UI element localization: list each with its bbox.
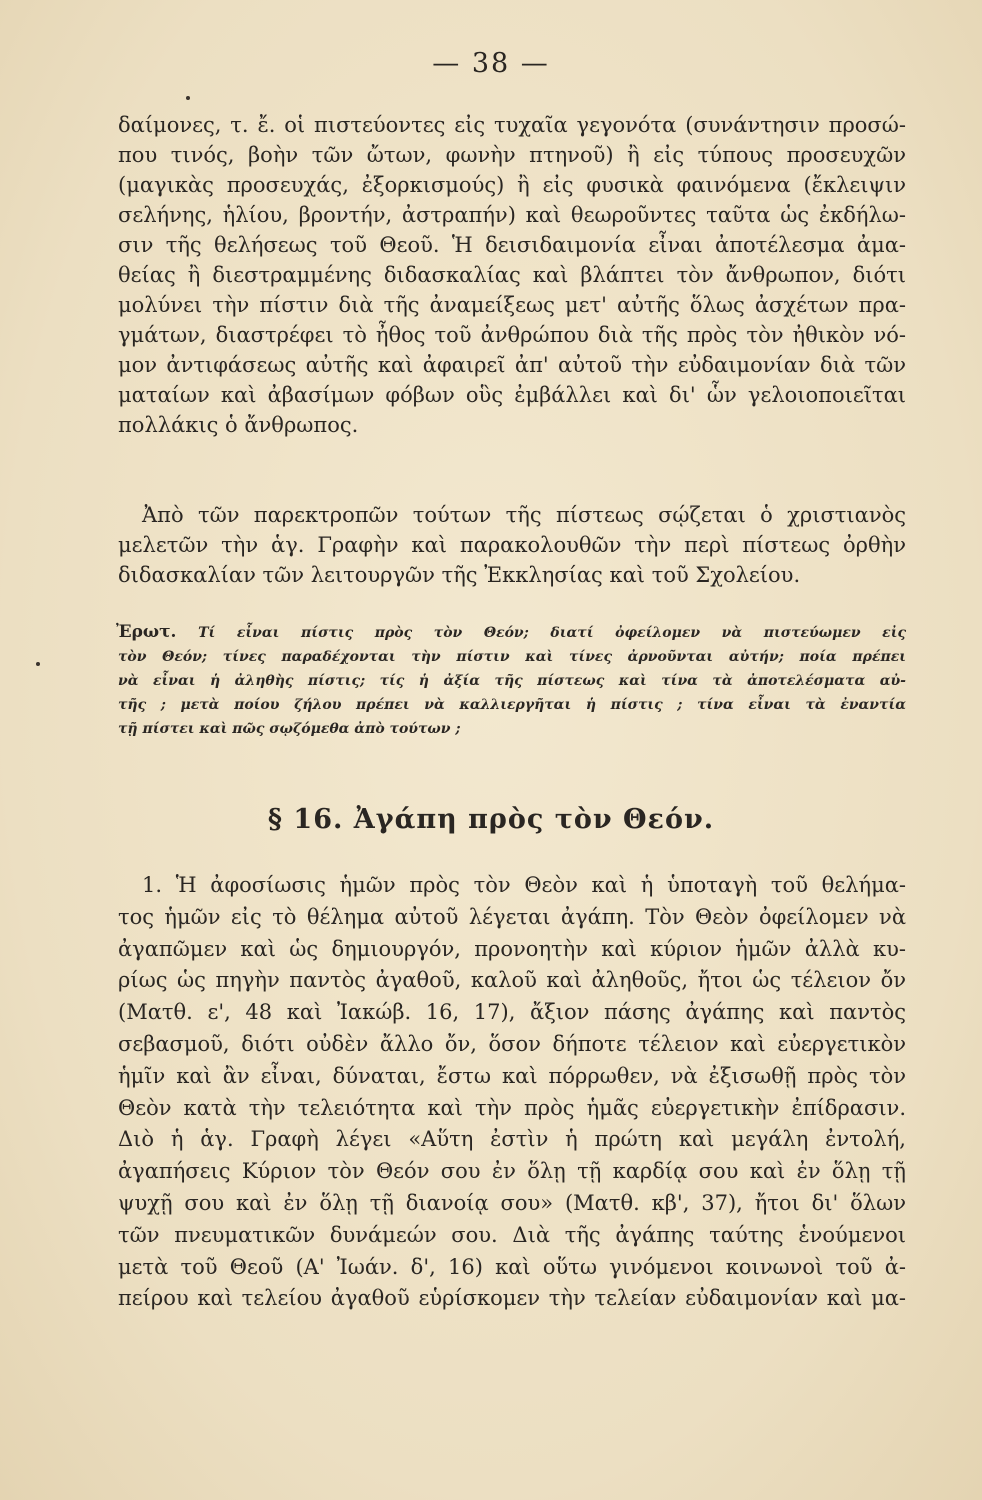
text-line: σελήνης, ἡλίου, βροντήν, ἀστραπήν) καὶ θεωροῦντες ταῦτα ὡς ἐκδήλω- (118, 203, 906, 227)
text-line: πείρου καὶ τελείου ἀγαθοῦ εὑρίσκομεν τὴν τελείαν εὐδαιμονίαν καὶ μα- (118, 1286, 906, 1311)
text-line: δαίμονες, τ. ἔ. οἱ πιστεύοντες εἰς τυχαῖα γεγονότα (συνάντησιν προσώ- (118, 113, 906, 137)
text-line: μετὰ τοῦ Θεοῦ (Α' Ἰωάν. δ', 16) καὶ οὕτω γινόμενοι κοινωνοὶ τοῦ ἀ- (118, 1254, 906, 1279)
text-line: Θεὸν κατὰ τὴν τελειότητα καὶ τὴν πρὸς ἡμᾶς εὐεργετικὴν ἐπίδρασιν. (118, 1095, 906, 1120)
text-line: ρίως ὡς πηγὴν παντὸς ἀγαθοῦ, καλοῦ καὶ ἀληθοῦς, ἤτοι ὡς τέλειον ὄν (118, 968, 906, 993)
text-line: ψυχῇ σου καὶ ἐν ὅλῃ τῇ διανοίᾳ σου» (Ματθ. κβ', 37), ἤτοι δι' ὅλων (118, 1190, 906, 1215)
text-line: τῶν πνευματικῶν δυνάμεών σου. Διὰ τῆς ἀγάπης ταύτης ἑνούμενοι (118, 1222, 906, 1247)
text-line: πολλάκις ὁ ἄνθρωπος. (118, 413, 359, 437)
section-heading: § 16. Ἀγάπη πρὸς τὸν Θεόν. (267, 804, 715, 835)
text-line: (Ματθ. ε', 48 καὶ Ἰακώβ. 16, 17), ἄξιον πάσης ἀγάπης καὶ παντὸς (118, 1000, 906, 1025)
text-line: ματαίων καὶ ἀβασίμων φόβων οὓς ἐμβάλλει καὶ δι' ὧν γελοιοποιεῖται (118, 383, 906, 407)
paragraph-superstition (118, 110, 906, 440)
page-number: — 38 — (432, 48, 550, 79)
questions-label: Ἐρωτ. (116, 622, 177, 642)
paragraph-love-of-god (118, 870, 906, 1315)
text-line: θείας ἢ διεστραμμένης διδασκαλίας καὶ βλάπτει τὸν ἄνθρωπον, διότι (118, 263, 906, 287)
question-line: τὸν Θεόν; τίνες παραδέχονται τὴν πίστιν καὶ τίνες ἀρνοῦνται αὐτήν; ποία πρέπει (118, 649, 906, 665)
text-line: διδασκαλίαν τῶν λειτουργῶν τῆς Ἐκκλησίας καὶ τοῦ Σχολείου. (118, 563, 801, 587)
text-line: (μαγικὰς προσευχάς, ἐξορκισμούς) ἢ εἰς φυσικὰ φαινόμενα (ἔκλειψιν (118, 173, 906, 197)
text-line: σιν τῆς θελήσεως τοῦ Θεοῦ. Ἡ δεισιδαιμονία εἶναι ἀποτέλεσμα ἀμα- (118, 233, 906, 257)
text-line: γμάτων, διαστρέφει τὸ ἦθος τοῦ ἀνθρώπου διὰ τῆς πρὸς τὸν ἠθικὸν νό- (118, 323, 906, 347)
text-line: ἀγαπήσεις Κύριον τὸν Θεόν σου ἐν ὅλῃ τῇ καρδίᾳ σου καὶ ἐν ὅλῃ τῇ (118, 1159, 906, 1184)
text-line: μον ἀντιφάσεως αὐτῆς καὶ ἀφαιρεῖ ἀπ' αὐτοῦ τὴν εὐδαιμονίαν διὰ τῶν (118, 353, 906, 377)
text-line: τος ἡμῶν εἰς τὸ θέλημα αὐτοῦ λέγεται ἀγάπη. Τὸν Θεὸν ὀφείλομεν νὰ (118, 904, 906, 929)
text-line: ἡμῖν καὶ ἂν εἶναι, δύναται, ἔστω καὶ πόρρωθεν, νὰ ἐξισωθῇ πρὸς τὸν (118, 1063, 906, 1088)
paragraph-protection (118, 500, 906, 590)
ink-speck (36, 662, 40, 666)
review-questions (118, 620, 906, 741)
text-line: σεβασμοῦ, διότι οὐδὲν ἄλλο ὄν, ὅσον δήποτε τέλειον καὶ εὐεργετικὸν (118, 1031, 906, 1056)
ink-speck (186, 96, 190, 100)
question-line: τῇ πίστει καὶ πῶς σῳζόμεθα ἀπὸ τούτων ; (118, 721, 461, 737)
text-line: Διὸ ἡ ἁγ. Γραφὴ λέγει «Αὕτη ἐστὶν ἡ πρώτη καὶ μεγάλη ἐντολή, (118, 1127, 906, 1152)
question-line (118, 620, 906, 645)
text-line: 1. Ἡ ἀφοσίωσις ἡμῶν πρὸς τὸν Θεὸν καὶ ἡ ὑποταγὴ τοῦ θελήμα- (142, 873, 906, 897)
text-line: μολύνει τὴν πίστιν διὰ τῆς ἀναμείξεως μετ' αὐτῆς ὅλως ἀσχέτων πρα- (118, 293, 906, 317)
question-line: νὰ εἶναι ἡ ἀληθὴς πίστις; τίς ἡ ἀξία τῆς πίστεως καὶ τίνα τὰ ἀποτελέσματα αὐ- (118, 673, 906, 689)
question-line: τῆς ; μετὰ ποίου ζήλου πρέπει νὰ καλλιεργῆται ἡ πίστις ; τίνα εἶναι τὰ ἐναντία (118, 697, 906, 713)
text-line: ἀγαπῶμεν καὶ ὡς δημιουργόν, προνοητὴν καὶ κύριον ἡμῶν ἀλλὰ κυ- (118, 936, 906, 961)
text-line: μελετῶν τὴν ἁγ. Γραφὴν καὶ παρακολουθῶν τὴν περὶ πίστεως ὀρθὴν (118, 533, 906, 557)
text-line: που τινός, βοὴν τῶν ὤτων, φωνὴν πτηνοῦ) ἢ εἰς τύπους προσευχῶν (118, 143, 906, 167)
text-line: Ἀπὸ τῶν παρεκτροπῶν τούτων τῆς πίστεως σῴζεται ὁ χριστιανὸς (142, 503, 906, 527)
question-text: Τί εἶναι πίστις πρὸς τὸν Θεόν; διατί ὀφείλομεν νὰ πιστεύωμεν εἰς (198, 625, 906, 641)
